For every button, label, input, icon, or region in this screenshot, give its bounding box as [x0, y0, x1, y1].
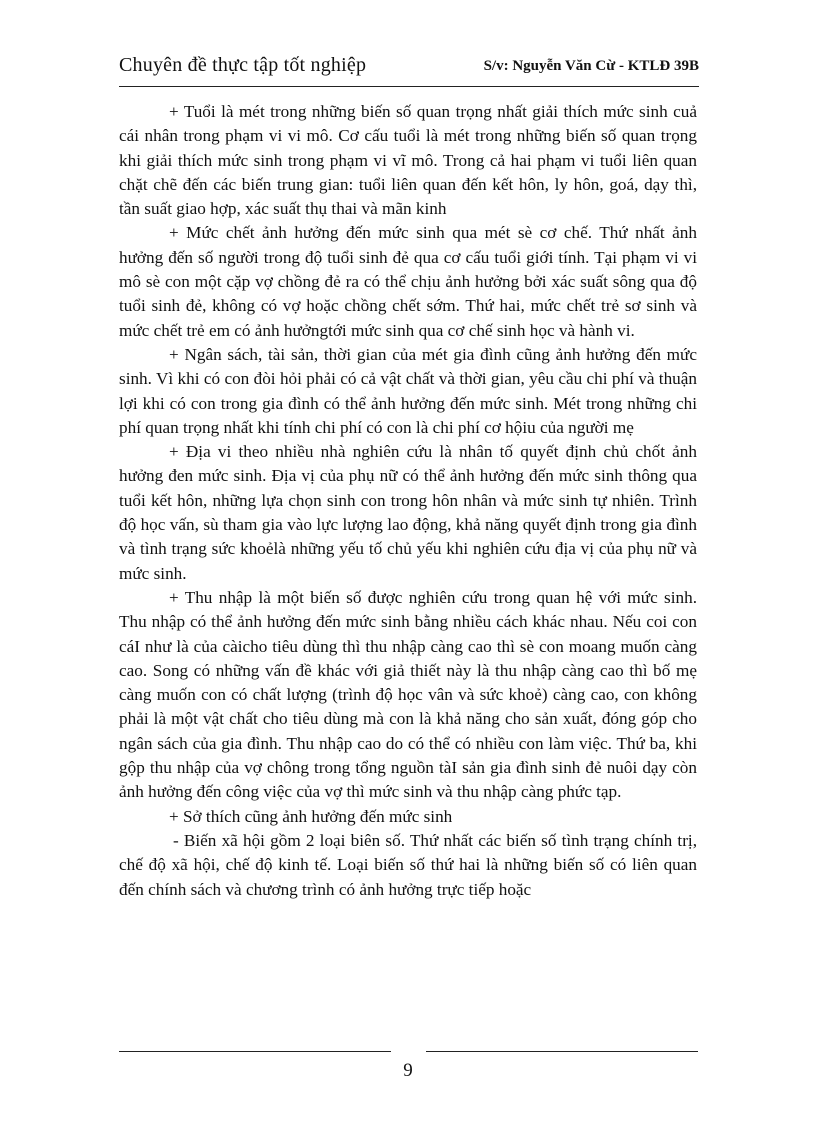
paragraph-age: + Tuổi là mét trong những biến số quan trọng nhất giải thích mức sinh cuả cái nhân trong phạm vi vi mô. Cơ cấu tuổi là mét trong những biến số quan trọng khi giải thích mức sinh trong phạm vi vĩ mô. Trong cả hai phạm vi tuổi liên quan chặt chẽ đến các biến trung gian: tuổi liên quan đến kết hôn, ly hôn, goá, dạy thì, tần suất giao hợp, xác suất thụ thai và mãn kinh: [119, 102, 697, 219]
author-info: S/v: Nguyễn Văn Cừ - KTLĐ 39B: [483, 58, 699, 74]
page-number: 9: [403, 1060, 413, 1081]
page-header: [119, 52, 699, 87]
body-text: [119, 100, 697, 902]
paragraph-mortality: + Mức chết ảnh hưởng đến mức sinh qua mét sè cơ chế. Thứ nhất ảnh hưởng đến số người trong độ tuổi sinh đẻ qua cơ cấu tuổi giới tính. Tại phạm vi vi mô sè con một cặp vợ chồng đẻ ra có thể chịu ảnh hưởng bởi xác suất sông qua độ tuổi sinh đẻ, không có vợ hoặc chồng chết sớm. Thứ hai, mức chết trẻ sơ sinh và mức chết trẻ em có ảnh hưởngtới mức sinh qua cơ chế sinh học và hành vi.: [119, 223, 697, 340]
paragraph-budget: + Ngân sách, tài sản, thời gian của mét gia đình cũng ảnh hưởng đến mức sinh. Vì khi có con đòi hỏi phải có cả vật chất và thời gian, yêu cầu chi phí và thuận lợi khi có con trong gia đình có thể ảnh hưởng đến mức sinh. Mét trong những chi phí quan trọng nhất khi tính chi phí có con là chi phí cơ hộiu của người mẹ: [119, 344, 697, 437]
footer-divider-left: [119, 1051, 391, 1052]
document-title: Chuyên đề thực tập tốt nghiệp: [119, 54, 367, 76]
paragraph-income: + Thu nhập là một biến số được nghiên cứu trong quan hệ với mức sinh. Thu nhập có thể ảnh hưởng đến mức sinh bằng nhiều cách khác nhau. Nếu coi con cáI như là của càicho tiêu dùng thì thu nhập càng cao thì sè con moang muốn càng cao. Song có những vấn đề khác với giả thiết này là thu nhập càng cao thì bố mẹ càng muốn con có chất lượng (trình độ học vân và sức khoẻ) càng cao, con không phải là một vật chất cho tiêu dùng mà con là khả năng cho sản xuất, đóng góp cho ngân sách của gia đình. Thu nhập cao do có thể có nhiều con làm việc. Thứ ba, khi gộp thu nhập của vợ chông trong tổng nguồn tàI sản gia đình sinh đẻ nuôi dạy còn ảnh hưởng đến công việc của vợ thì mức sinh và thu nhập càng phức tạp.: [119, 587, 697, 802]
paragraph-social-variables: - Biến xã hội gồm 2 loại biên số. Thứ nhất các biến số tình trạng chính trị, chế độ xã hội, chế độ kinh tế. Loại biến số thứ hai là những biến số có liên quan đến chính sách và chương trình có ảnh hưởng trực tiếp hoặc: [119, 830, 697, 899]
footer-divider-right: [426, 1051, 698, 1052]
paragraph-preference: + Sở thích cũng ảnh hưởng đến mức sinh: [169, 806, 453, 826]
paragraph-status: + Địa vi theo nhiều nhà nghiên cứu là nhân tố quyết định chủ chốt ảnh hưởng đen mức sinh. Địa vị của phụ nữ có thể ảnh hưởng đến mức sinh thông qua tuổi kết hôn, những lựa chọn sinh con trong hôn nhân và mức sinh tự nhiên. Trình độ học vấn, sù tham gia vào lực lượng lao động, khả năng quyết định trong gia đình và tình trạng sức khoẻlà những yếu tố chủ yếu khi nghiên cứu địa vị của phụ nữ và mức sinh.: [119, 442, 697, 583]
